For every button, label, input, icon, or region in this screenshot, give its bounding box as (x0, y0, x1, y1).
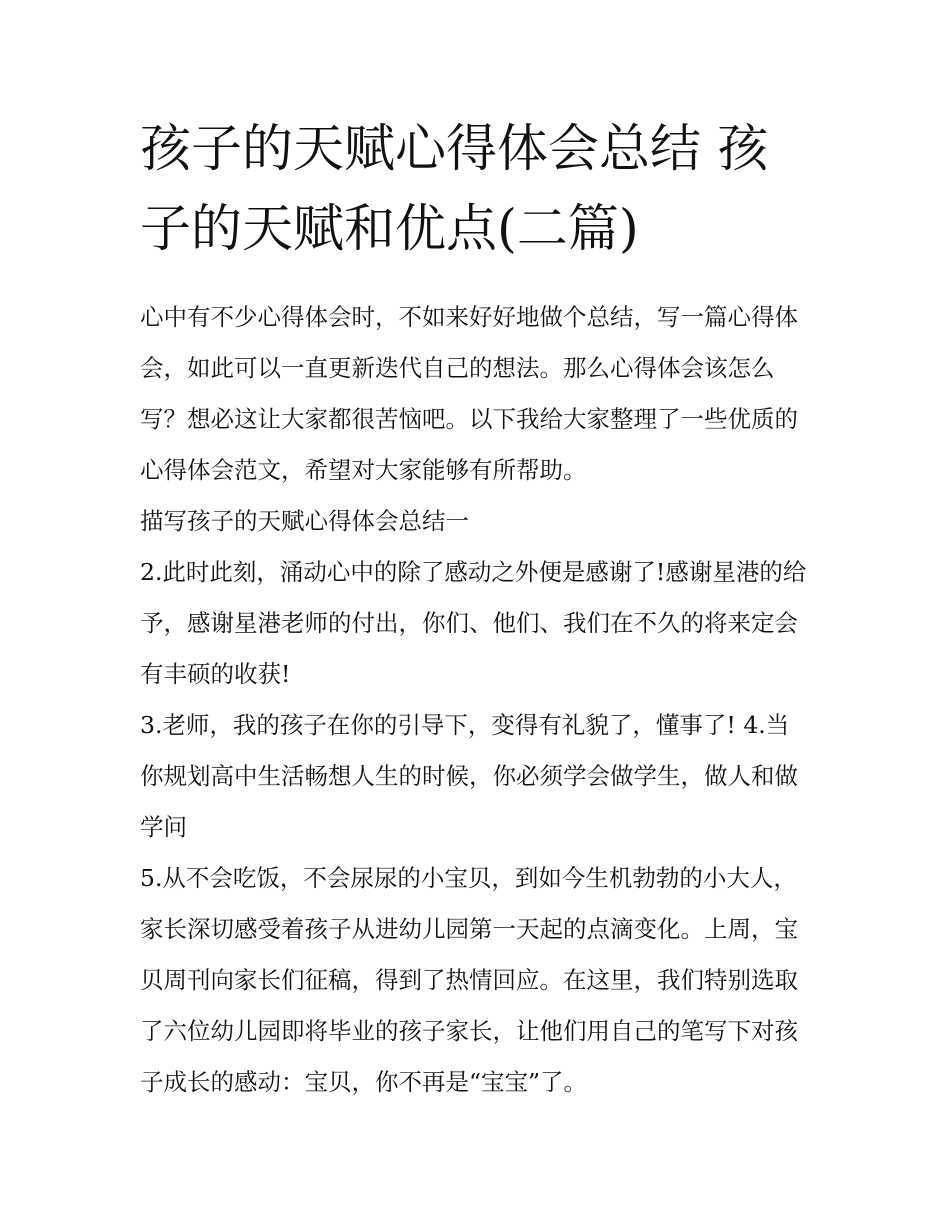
item-paragraph-3-4: 3.老师，我的孩子在你的引导下，变得有礼貌了，懂事了! 4.当你规划高中生活畅想人生的时候，你必须学会做学生，做人和做学问 (140, 711, 798, 841)
item-paragraph-5: 5.从不会吃饭，不会尿尿的小宝贝，到如今生机勃勃的小大人，家长深切感受着孩子从进幼儿园第一天起的点滴变化。上周，宝贝周刊向家长们征稿，得到了热情回应。在这里，我们特别选取了六位幼儿园即将毕业的孩子家长，让他们用自己的笔写下对孩子成长的感动：宝贝，你不再是“宝宝”了。 (140, 864, 798, 1096)
document-title: 孩子的天赋心得体会总结 孩子的天赋和优点(二篇) (140, 120, 769, 259)
item-paragraph-2: 2.此时此刻，涌动心中的除了感动之外便是感谢了!感谢星港的给予，感谢星港老师的付出，你们、他们、我们在不久的将来定会有丰硕的收获! (140, 558, 807, 688)
section-heading: 描写孩子的天赋心得体会总结一 (140, 507, 469, 535)
document-body (140, 292, 812, 1108)
intro-paragraph: 心中有不少心得体会时，不如来好好地做个总结，写一篇心得体会，如此可以一直更新迭代自己的想法。那么心得体会该怎么写？想必这让大家都很苦恼吧。以下我给大家整理了一些优质的心得体会范文，希望对大家能够有所帮助。 (140, 303, 798, 484)
document-page (140, 110, 812, 1108)
